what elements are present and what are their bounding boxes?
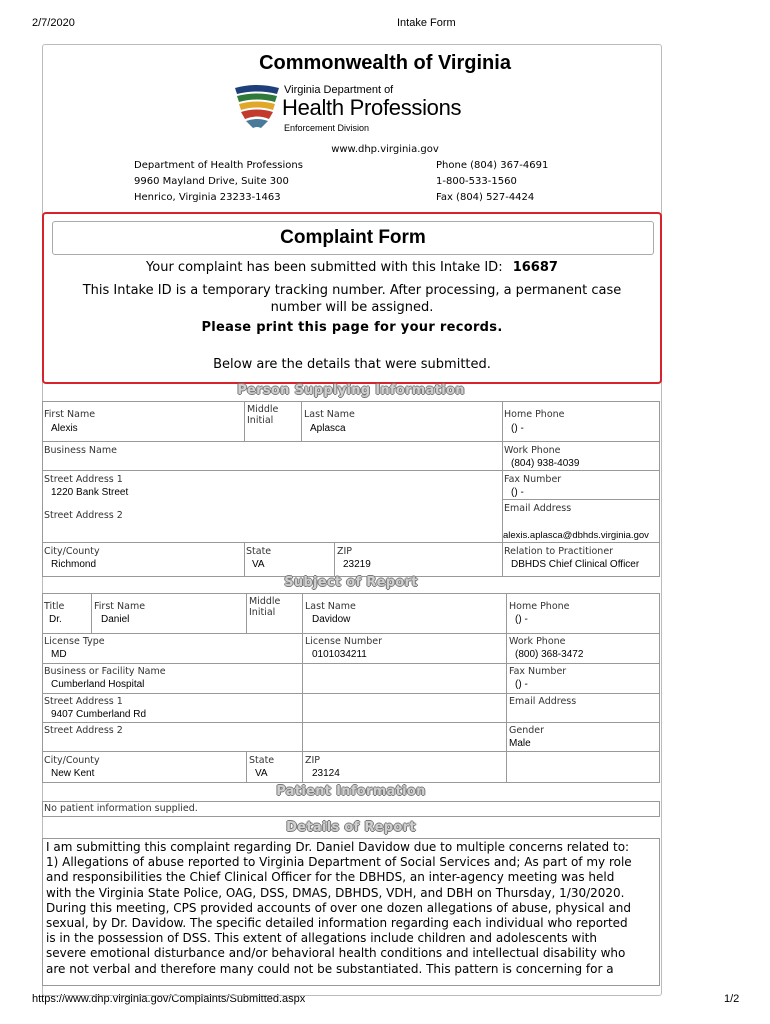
label-street-address-1: Street Address 1 xyxy=(44,474,123,485)
value-street-address-1: 1220 Bank Street xyxy=(51,487,129,498)
phone-line: Phone (804) 367-4691 xyxy=(436,160,549,171)
label-relation: Relation to Practitioner xyxy=(504,546,614,557)
website: www.dhp.virginia.gov xyxy=(331,144,439,155)
details-line: During this meeting, CPS provided accounts of over one dozen allegations of abuse, physical and xyxy=(46,900,632,915)
col-divider xyxy=(246,751,247,783)
label-middle-initial: Middle Initial xyxy=(249,596,281,618)
label-state: State xyxy=(246,546,272,557)
details-line: are not verbal and therefore many could not be substantiated. This pattern is concerning for a xyxy=(46,961,614,976)
row-divider xyxy=(42,470,503,471)
col-divider xyxy=(244,542,245,577)
label-middle-initial: Middle Initial xyxy=(247,404,279,426)
label-last-name: Last Name xyxy=(305,601,356,612)
label-first-name: First Name xyxy=(44,409,96,420)
value-last-name: Davidow xyxy=(312,614,351,625)
value-gender: Male xyxy=(509,738,531,749)
logo-line-1: Virginia Department of xyxy=(284,84,394,96)
value-license-type: MD xyxy=(51,649,67,660)
value-relation: DBHDS Chief Clinical Officer xyxy=(511,559,640,570)
submitted-message xyxy=(44,260,660,275)
value-zip: 23124 xyxy=(312,768,340,779)
col-divider xyxy=(91,593,92,634)
logo-line-2: Health Professions xyxy=(282,95,462,120)
section-title-details: Details of Report xyxy=(286,820,416,835)
col-divider xyxy=(334,542,335,577)
label-email-address: Email Address xyxy=(504,503,572,514)
value-street-address-1: 9407 Cumberland Rd xyxy=(51,709,147,720)
row-divider xyxy=(42,663,660,664)
section-title-person: Person Supplying Information xyxy=(237,383,465,398)
label-first-name: First Name xyxy=(94,601,146,612)
phone-line: Fax (804) 527-4424 xyxy=(436,192,535,203)
label-license-type: License Type xyxy=(44,636,105,647)
col-divider xyxy=(506,593,507,783)
print-url: https://www.dhp.virginia.gov/Complaints/Submitted.aspx xyxy=(32,993,306,1005)
tracking-line-1: This Intake ID is a temporary tracking number. After processing, a permanent case xyxy=(82,283,622,298)
details-line: sexual, by Dr. Davidow. The specific detailed information regarding each individual who reported xyxy=(46,916,628,931)
address-line: Henrico, Virginia 23233-1463 xyxy=(134,192,281,203)
value-title: Dr. xyxy=(49,614,62,625)
cell xyxy=(502,401,660,442)
intake-id: 16687 xyxy=(512,260,558,275)
value-state: VA xyxy=(255,768,268,779)
details-line: is in the possession of DSS. This extent of allegations include children and adolescents with xyxy=(46,931,597,946)
label-home-phone: Home Phone xyxy=(509,601,570,612)
value-home-phone: () - xyxy=(511,423,524,434)
value-fax-number: () - xyxy=(511,487,524,498)
value-city: New Kent xyxy=(51,768,95,779)
value-zip: 23219 xyxy=(343,559,371,570)
cell xyxy=(42,401,245,442)
tracking-line-2: number will be assigned. xyxy=(270,300,434,315)
value-work-phone: (800) 368-3472 xyxy=(515,649,584,660)
details-line: with the Virginia State Police, OAG, DSS, DMAS, DBHDS, VDH, and DBH on Thursday, 1/30/2020. xyxy=(46,885,625,900)
value-last-name: Aplasca xyxy=(310,423,346,434)
row-divider xyxy=(42,751,660,752)
value-first-name: Daniel xyxy=(101,614,130,625)
complaint-form-title: Complaint Form xyxy=(52,221,654,255)
cell xyxy=(301,401,503,442)
col-divider xyxy=(302,593,303,783)
label-home-phone: Home Phone xyxy=(504,409,565,420)
details-line: severe emotional disturbance and/or behavioral health conditions and intellectual disability who xyxy=(46,946,626,961)
value-email-address: alexis.aplasca@dbhds.virginia.gov xyxy=(503,530,649,541)
label-last-name: Last Name xyxy=(304,409,355,420)
page-title: Commonwealth of Virginia xyxy=(259,52,511,74)
label-state: State xyxy=(249,755,275,766)
details-line: I am submitting this complaint regarding Dr. Daniel Davidow due to multiple concerns related to: xyxy=(46,840,630,854)
value-fax-number: () - xyxy=(515,679,528,690)
row-divider xyxy=(42,693,660,694)
value-home-phone: () - xyxy=(515,614,528,625)
label-street-address-2: Street Address 2 xyxy=(44,510,123,521)
section-title-subject: Subject of Report xyxy=(284,575,418,590)
details-intro: Below are the details that were submitted. xyxy=(213,357,491,372)
value-state: VA xyxy=(252,559,265,570)
value-facility-name: Cumberland Hospital xyxy=(51,679,145,690)
print-date: 2/7/2020 xyxy=(32,17,75,29)
label-work-phone: Work Phone xyxy=(509,636,566,647)
label-license-number: License Number xyxy=(305,636,382,647)
patient-note: No patient information supplied. xyxy=(44,803,198,814)
submitted-prefix: Your complaint has been submitted with this Intake ID: xyxy=(146,260,503,275)
label-facility-name: Business or Facility Name xyxy=(44,666,166,677)
label-street-address-1: Street Address 1 xyxy=(44,696,123,707)
details-line: 1) Allegations of abuse reported to Virginia Department of Social Services and; As part of my role xyxy=(46,855,632,870)
details-text xyxy=(42,838,660,986)
row-divider xyxy=(42,722,660,723)
label-title: Title xyxy=(44,601,65,612)
label-email-address: Email Address xyxy=(509,696,577,707)
label-zip: ZIP xyxy=(305,755,321,766)
address-line: 9960 Mayland Drive, Suite 300 xyxy=(134,176,289,187)
details-line: and responsibilities the Chief Clinical Officer for the DBHDS, an inter-agency meeting was held xyxy=(46,870,615,885)
print-title: Intake Form xyxy=(397,17,456,29)
row-divider xyxy=(42,542,660,543)
row-divider xyxy=(42,633,660,634)
label-city: City/County xyxy=(44,755,100,766)
label-street-address-2: Street Address 2 xyxy=(44,725,123,736)
label-work-phone: Work Phone xyxy=(504,445,561,456)
label-gender: Gender xyxy=(509,725,545,736)
print-page-number: 1/2 xyxy=(724,993,740,1005)
col-divider xyxy=(502,542,503,577)
logo-line-3: Enforcement Division xyxy=(284,123,370,133)
dhp-logo-icon xyxy=(233,82,281,132)
address-block xyxy=(134,158,303,206)
value-city: Richmond xyxy=(51,559,97,570)
label-city: City/County xyxy=(44,546,100,557)
value-license-number: 0101034211 xyxy=(312,649,367,660)
address-line: Department of Health Professions xyxy=(134,160,303,171)
phone-line: 1-800-533-1560 xyxy=(436,176,517,187)
label-zip: ZIP xyxy=(337,546,353,557)
value-work-phone: (804) 938-4039 xyxy=(511,458,580,469)
value-first-name: Alexis xyxy=(51,423,78,434)
label-business-name: Business Name xyxy=(44,445,117,456)
section-title-patient: Patient Information xyxy=(276,784,426,799)
phone-block xyxy=(436,158,548,206)
col-divider xyxy=(246,593,247,634)
print-notice: Please print this page for your records. xyxy=(201,320,503,335)
label-fax-number: Fax Number xyxy=(509,666,567,677)
complaint-confirmation-panel xyxy=(42,212,662,384)
label-fax-number: Fax Number xyxy=(504,474,562,485)
